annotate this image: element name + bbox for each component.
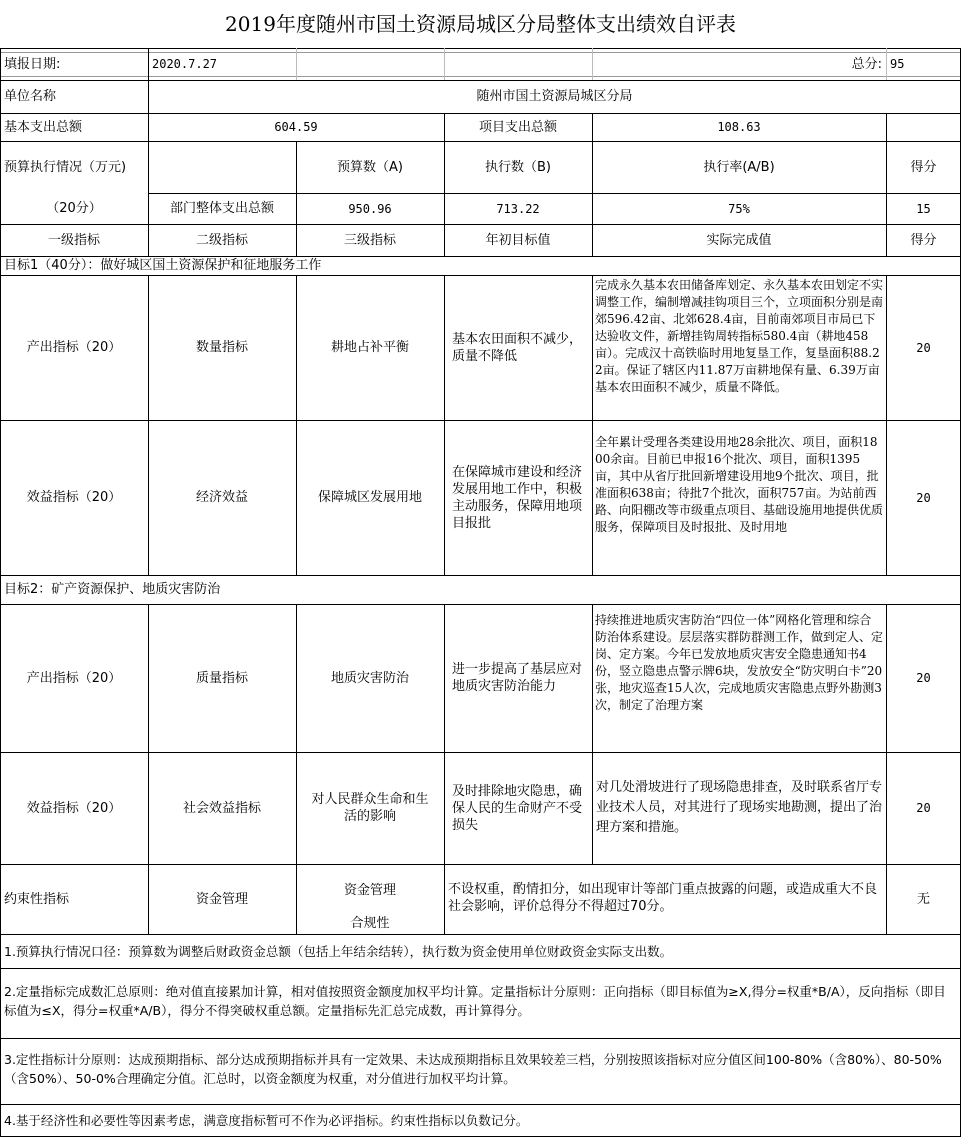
level3-cell: 保障城区发展用地 — [317, 490, 422, 505]
grid-line — [0, 420, 961, 421]
grid-line — [886, 604, 887, 934]
level1-cell: 效益指标（20） — [26, 490, 122, 505]
grid-line — [296, 141, 297, 256]
grid-line — [444, 275, 445, 575]
level3-cell: 耕地占补平衡 — [330, 340, 409, 355]
level2-cell: 经济效益 — [195, 490, 248, 505]
score-cell: 20 — [916, 801, 931, 815]
grid-line — [886, 48, 887, 80]
grid-line — [296, 275, 297, 575]
grid-line — [886, 113, 887, 256]
grid-line — [0, 80, 961, 81]
grid-line — [296, 604, 297, 934]
grid-line — [0, 575, 961, 576]
score-cell: 20 — [916, 340, 931, 355]
grid-line — [444, 604, 445, 934]
unit-name-label: 单位名称 — [4, 89, 57, 104]
goal-title: 目标2：矿产资源保护、地质灾害防治 — [4, 582, 221, 597]
dept-exec-value: 713.22 — [496, 201, 540, 216]
grid-line — [296, 48, 297, 80]
note-4: 4.基于经济性和必要性等因素考虑，满意度指标暂可不作为必评指标。约束性指标以负数记分。 — [4, 1113, 529, 1128]
level3-cell: 对人民群众生命和生活的影响 — [311, 792, 429, 824]
level3-header: 三级指标 — [343, 232, 396, 248]
fill-date-label: 填报日期: — [4, 56, 61, 72]
grid-line — [0, 224, 961, 225]
actual-cell: 完成永久基本农田储备库划定、永久基本农田划定不实调整工作，编制增减挂钩项目三个，立项面积分别是南郊596.42亩、北郊628.4亩，目前南郊项目市局已下达验收文件，新增挂钩周转指标580.4亩（耕地458亩）。完成汉十高铁临时用地复垦工作，复垦面积88.22亩。保证了辖区内11.87万亩耕地保有量、6.39万亩基本农田面积不减少，质量不降低。 — [595, 278, 884, 394]
constraint-level3-a: 资金管理 — [343, 883, 396, 898]
score-cell: 20 — [916, 490, 931, 505]
fill-date-value: 2020.7.27 — [152, 57, 218, 71]
execution-number-header: 执行数（B) — [485, 159, 551, 175]
page-title: 2019年度随州市国土资源局城区分局整体支出绩效自评表 — [225, 12, 736, 36]
total-score-value: 95 — [890, 57, 905, 71]
grid-line — [592, 48, 593, 80]
level1-cell: 效益指标（20） — [26, 800, 122, 816]
grid-line — [0, 52, 961, 53]
grid-line — [0, 275, 961, 276]
constraint-level1: 约束性指标 — [4, 891, 70, 907]
target-cell: 及时排除地灾隐患，确保人民的生命财产不受损失 — [452, 783, 583, 833]
grid-line — [0, 76, 961, 77]
grid-line — [0, 256, 961, 257]
grid-line — [444, 48, 445, 80]
grid-line — [592, 604, 593, 864]
dept-budget-value: 950.96 — [348, 201, 392, 216]
grid-line — [0, 1038, 961, 1039]
grid-line — [0, 113, 961, 114]
grid-line — [592, 113, 593, 256]
grid-line — [0, 48, 1, 1137]
grid-line — [0, 934, 961, 935]
unit-name-value: 随州市国土资源局城区分局 — [476, 89, 633, 104]
level2-cell: 数量指标 — [195, 340, 248, 355]
dept-total-label: 部门整体支出总额 — [169, 201, 274, 216]
grid-line — [0, 752, 961, 753]
level3-cell: 地质灾害防治 — [330, 670, 409, 686]
budget-score-header: 得分 — [910, 159, 937, 175]
budget-execution-label: 预算执行情况（万元) — [4, 159, 127, 175]
project-expenditure-value: 108.63 — [717, 120, 761, 134]
constraint-level3-b: 合规性 — [350, 916, 390, 931]
target-cell: 在保障城市建设和经济发展用地工作中，积极主动服务，保障用地项目报批 — [452, 464, 583, 531]
basic-expenditure-value: 604.59 — [274, 120, 318, 134]
actual-cell: 对几处滑坡进行了现场隐患排查，及时联系省厅专业技术人员，对其进行了现场实地勘测，提出了治理方案和措施。 — [596, 780, 883, 835]
constraint-level3 — [296, 864, 444, 934]
level1-cell: 产出指标（20） — [26, 670, 122, 686]
grid-line — [886, 275, 887, 575]
target-cell: 基本农田面积不减少，质量不降低 — [452, 331, 583, 364]
level1-header: 一级指标 — [47, 232, 100, 248]
target-cell: 进一步提高了基层应对地质灾害防治能力 — [452, 662, 583, 694]
constraint-description: 不设权重，酌情扣分，如出现审计等部门重点披露的问题，或造成重大不良社会影响，评价总得分不得超过70分。 — [448, 882, 878, 914]
actual-cell: 持续推进地质灾害防治“四位一体”网格化管理和综合防治体系建设。层层落实群防群测工作，做到定人、定岗、定方案。今年已发放地质灾害安全隐患通知书4份，竖立隐患点警示牌6块，发放安全“防灾明白卡”20张，地灾巡查15人次，完成地质灾害隐患点野外勘测3次，制定了治理方案 — [595, 613, 884, 712]
grid-line — [0, 604, 961, 605]
grid-line — [0, 1104, 961, 1105]
note-3: 3.定性指标计分原则：达成预期指标、部分达成预期指标并具有一定效果、未达成预期指标且效果较差三档，分别按照该指标对应分值区间100-80%（含80%）、80-50%（含50%）、50-0%合理确定分值。汇总时，以资金额度为权重，对分值进行加权平均计算。 — [4, 1052, 942, 1086]
grid-line — [592, 275, 593, 575]
level2-header: 二级指标 — [195, 232, 248, 248]
level2-cell: 质量指标 — [195, 670, 248, 686]
project-expenditure-label: 项目支出总额 — [478, 119, 557, 135]
grid-line — [148, 193, 961, 194]
budget-number-header: 预算数（A) — [337, 159, 403, 175]
note-1: 1.预算执行情况口径：预算数为调整后财政资金总额（包括上年结余结转），执行数为资金使用单位财政资金实际支出数。 — [4, 944, 673, 959]
budget-execution-points: （20分） — [46, 201, 102, 216]
grid-line — [148, 604, 149, 934]
grid-line — [148, 275, 149, 575]
grid-line — [0, 48, 961, 49]
total-score-label: 总分: — [851, 56, 882, 72]
actual-cell: 全年累计受理各类建设用地28余批次、项目，面积1800余亩。目前已申报16个批次、项目，面积1395亩，其中从省厅批回新增建设用地9个批次、项目，批准面积638亩；待批7个批次，面积757亩。为站前西路、向阳棚改等市级重点项目、基础设施用地提供优质服务，保障项目及时报批、及时用地 — [595, 435, 884, 534]
grid-line — [0, 864, 961, 865]
actual-header: 实际完成值 — [706, 232, 772, 248]
dept-score-value: 15 — [916, 201, 931, 216]
grid-line — [0, 141, 961, 142]
goal-title: 目标1（40分）：做好城区国土资源保护和征地服务工作 — [4, 258, 322, 273]
level2-cell: 社会效益指标 — [182, 800, 261, 816]
score-cell: 20 — [916, 671, 931, 685]
dept-rate-value: 75% — [728, 201, 750, 216]
indicator-score-header: 得分 — [910, 232, 937, 248]
grid-line — [148, 48, 149, 256]
grid-line — [0, 968, 961, 969]
constraint-score: 无 — [916, 891, 930, 907]
execution-rate-header: 执行率(A/B) — [703, 159, 775, 175]
constraint-level2: 资金管理 — [195, 891, 248, 907]
level1-cell: 产出指标（20） — [26, 340, 122, 355]
note-2: 2.定量指标完成数汇总原则：绝对值直接累加计算，相对值按照资金额度加权平均计算。定量指标计分原则：正向指标（即目标值为≥X,得分=权重*B/A），反向指标（即目标值为≤X，得分=权重*A/B），得分不得突破权重总额。定量指标先汇总完成数，再计算得分。 — [4, 984, 946, 1018]
target-header: 年初目标值 — [485, 232, 551, 248]
grid-line — [444, 113, 445, 256]
basic-expenditure-label: 基本支出总额 — [4, 119, 83, 135]
